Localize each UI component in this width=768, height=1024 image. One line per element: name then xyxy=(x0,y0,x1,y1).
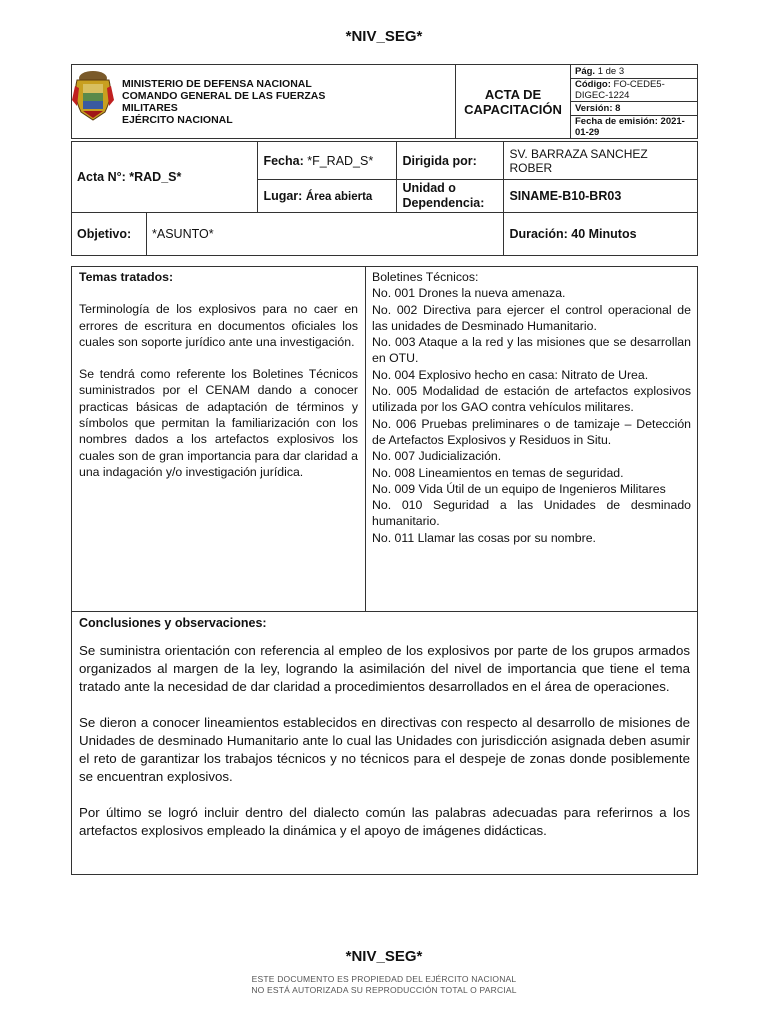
classification-top: *NIV_SEG* xyxy=(345,28,423,45)
content-box xyxy=(71,266,698,875)
organization-block xyxy=(72,65,456,139)
meeting-info-table xyxy=(71,141,698,256)
org-line: COMANDO GENERAL DE LAS FUERZAS xyxy=(122,89,326,102)
title-line-2: CAPACITACIÓN xyxy=(464,101,562,117)
conclusiones-section xyxy=(72,612,697,840)
temas-paragraph: Terminología de los explosivos para no caer en errores de escritura en documentos oficiales los cuales son soporte jurídico ante una investigación. xyxy=(79,302,358,349)
boletines-column xyxy=(366,267,697,611)
dirigida-label: Dirigida por: xyxy=(397,142,504,180)
acta-number: Acta N°: *RAD_S* xyxy=(72,142,258,213)
conclusiones-paragraph: Se suministra orientación con referencia al empleo de los explosivos por parte de los grupos armados organizados al margen de la ley, logrando la asimilación del nivel de importancia que tiene el tema tratado ante la necesidad de dar claridad a procedimientos desarrollados en el área de operaciones. xyxy=(79,643,690,694)
boletines-title: Boletines Técnicos: xyxy=(372,270,479,284)
boletin-item: No. 010 Seguridad a las Unidades de desminado humanitario. xyxy=(372,498,691,529)
boletin-item: No. 005 Modalidad de estación de artefactos explosivos utilizada por los GAO contra vehículos militares. xyxy=(372,384,691,415)
dirigida-value: SV. BARRAZA SANCHEZ ROBER xyxy=(504,142,698,180)
boletin-item: No. 009 Vida Útil de un equipo de Ingenieros Militares xyxy=(372,481,666,496)
document-title xyxy=(456,65,571,139)
conclusiones-paragraph: Por último se logró incluir dentro del dialecto común las palabras adecuadas para referirnos a los artefactos explosivos empleado la dinámica y el apoyo de imágenes didácticas. xyxy=(79,805,690,838)
unidad-value: SINAME-B10-BR03 xyxy=(504,180,698,213)
boletin-item: No. 011 Llamar las cosas por su nombre. xyxy=(372,530,596,545)
coat-of-arms-logo xyxy=(71,66,115,122)
boletin-item: No. 006 Pruebas preliminares o de tamizaje – Detección de Artefactos Explosivos y Residuos in Situ. xyxy=(372,416,691,447)
objetivo-label: Objetivo: xyxy=(72,213,147,256)
temas-paragraph: Se tendrá como referente los Boletines Técnicos suministrados por el CENAM dando a conocer practicas básicas de adaptación de términos y símbolos que permitan la familiarización con los nombres dados a los artefactos explosivos los cuales son de gran importancia para dar claridad a una indagación y/o investigación jurídica. xyxy=(79,367,358,479)
emission-date: Fecha de emisión: 2021-01-29 xyxy=(571,116,698,139)
boletin-item: No. 001 Drones la nueva amenaza. xyxy=(372,286,566,301)
objetivo-value: *ASUNTO* xyxy=(147,213,504,256)
org-line: EJÉRCITO NACIONAL xyxy=(122,113,233,126)
conclusiones-title: Conclusiones y observaciones: xyxy=(79,616,267,630)
boletin-item: No. 002 Directiva para ejercer el control operacional de las unidades de Desminado Humanitario. xyxy=(372,302,691,333)
footer-line-1: ESTE DOCUMENTO ES PROPIEDAD DEL EJÉRCITO NACIONAL xyxy=(251,974,517,984)
page-number: Pág. 1 de 3 xyxy=(571,65,698,79)
fecha-field: Fecha: *F_RAD_S* xyxy=(258,142,397,180)
document-version: Versión: 8 xyxy=(571,102,698,116)
title-line-1: ACTA DE xyxy=(484,86,542,102)
boletin-item: No. 004 Explosivo hecho en casa: Nitrato de Urea. xyxy=(372,367,649,382)
temas-title: Temas tratados: xyxy=(79,270,174,284)
org-line: MINISTERIO DE DEFENSA NACIONAL xyxy=(122,77,312,90)
boletin-item: No. 008 Lineamientos en temas de seguridad. xyxy=(372,465,624,480)
boletin-item: No. 003 Ataque a la red y las misiones que se desarrollan en OTU. xyxy=(372,335,691,366)
classification-bottom: *NIV_SEG* xyxy=(345,948,423,965)
document-code: Código: FO-CEDE5-DIGEC-1224 xyxy=(571,79,698,102)
org-line: MILITARES xyxy=(122,101,178,114)
unidad-label: Unidad o Dependencia: xyxy=(397,180,504,213)
temas-tratados-column xyxy=(72,267,366,611)
conclusiones-paragraph: Se dieron a conocer lineamientos establecidos en directivas con respecto al desarrollo de misiones de Unidades de desminado Humanitario ante lo cual las Unidades con jurisdicción asignada deben asumir el reto de garantizar los trabajos técnicos y no técnicos para el despeje de zonas donde posiblemente se encuentran explosivos. xyxy=(79,715,690,784)
boletin-item: No. 007 Judicialización. xyxy=(372,449,502,464)
document-header xyxy=(71,64,698,139)
duracion: Duración: 40 Minutos xyxy=(504,213,698,256)
footer-line-2: NO ESTÁ AUTORIZADA SU REPRODUCCIÓN TOTAL O PARCIAL xyxy=(251,985,517,995)
lugar-field: Lugar: Área abierta xyxy=(258,180,397,213)
